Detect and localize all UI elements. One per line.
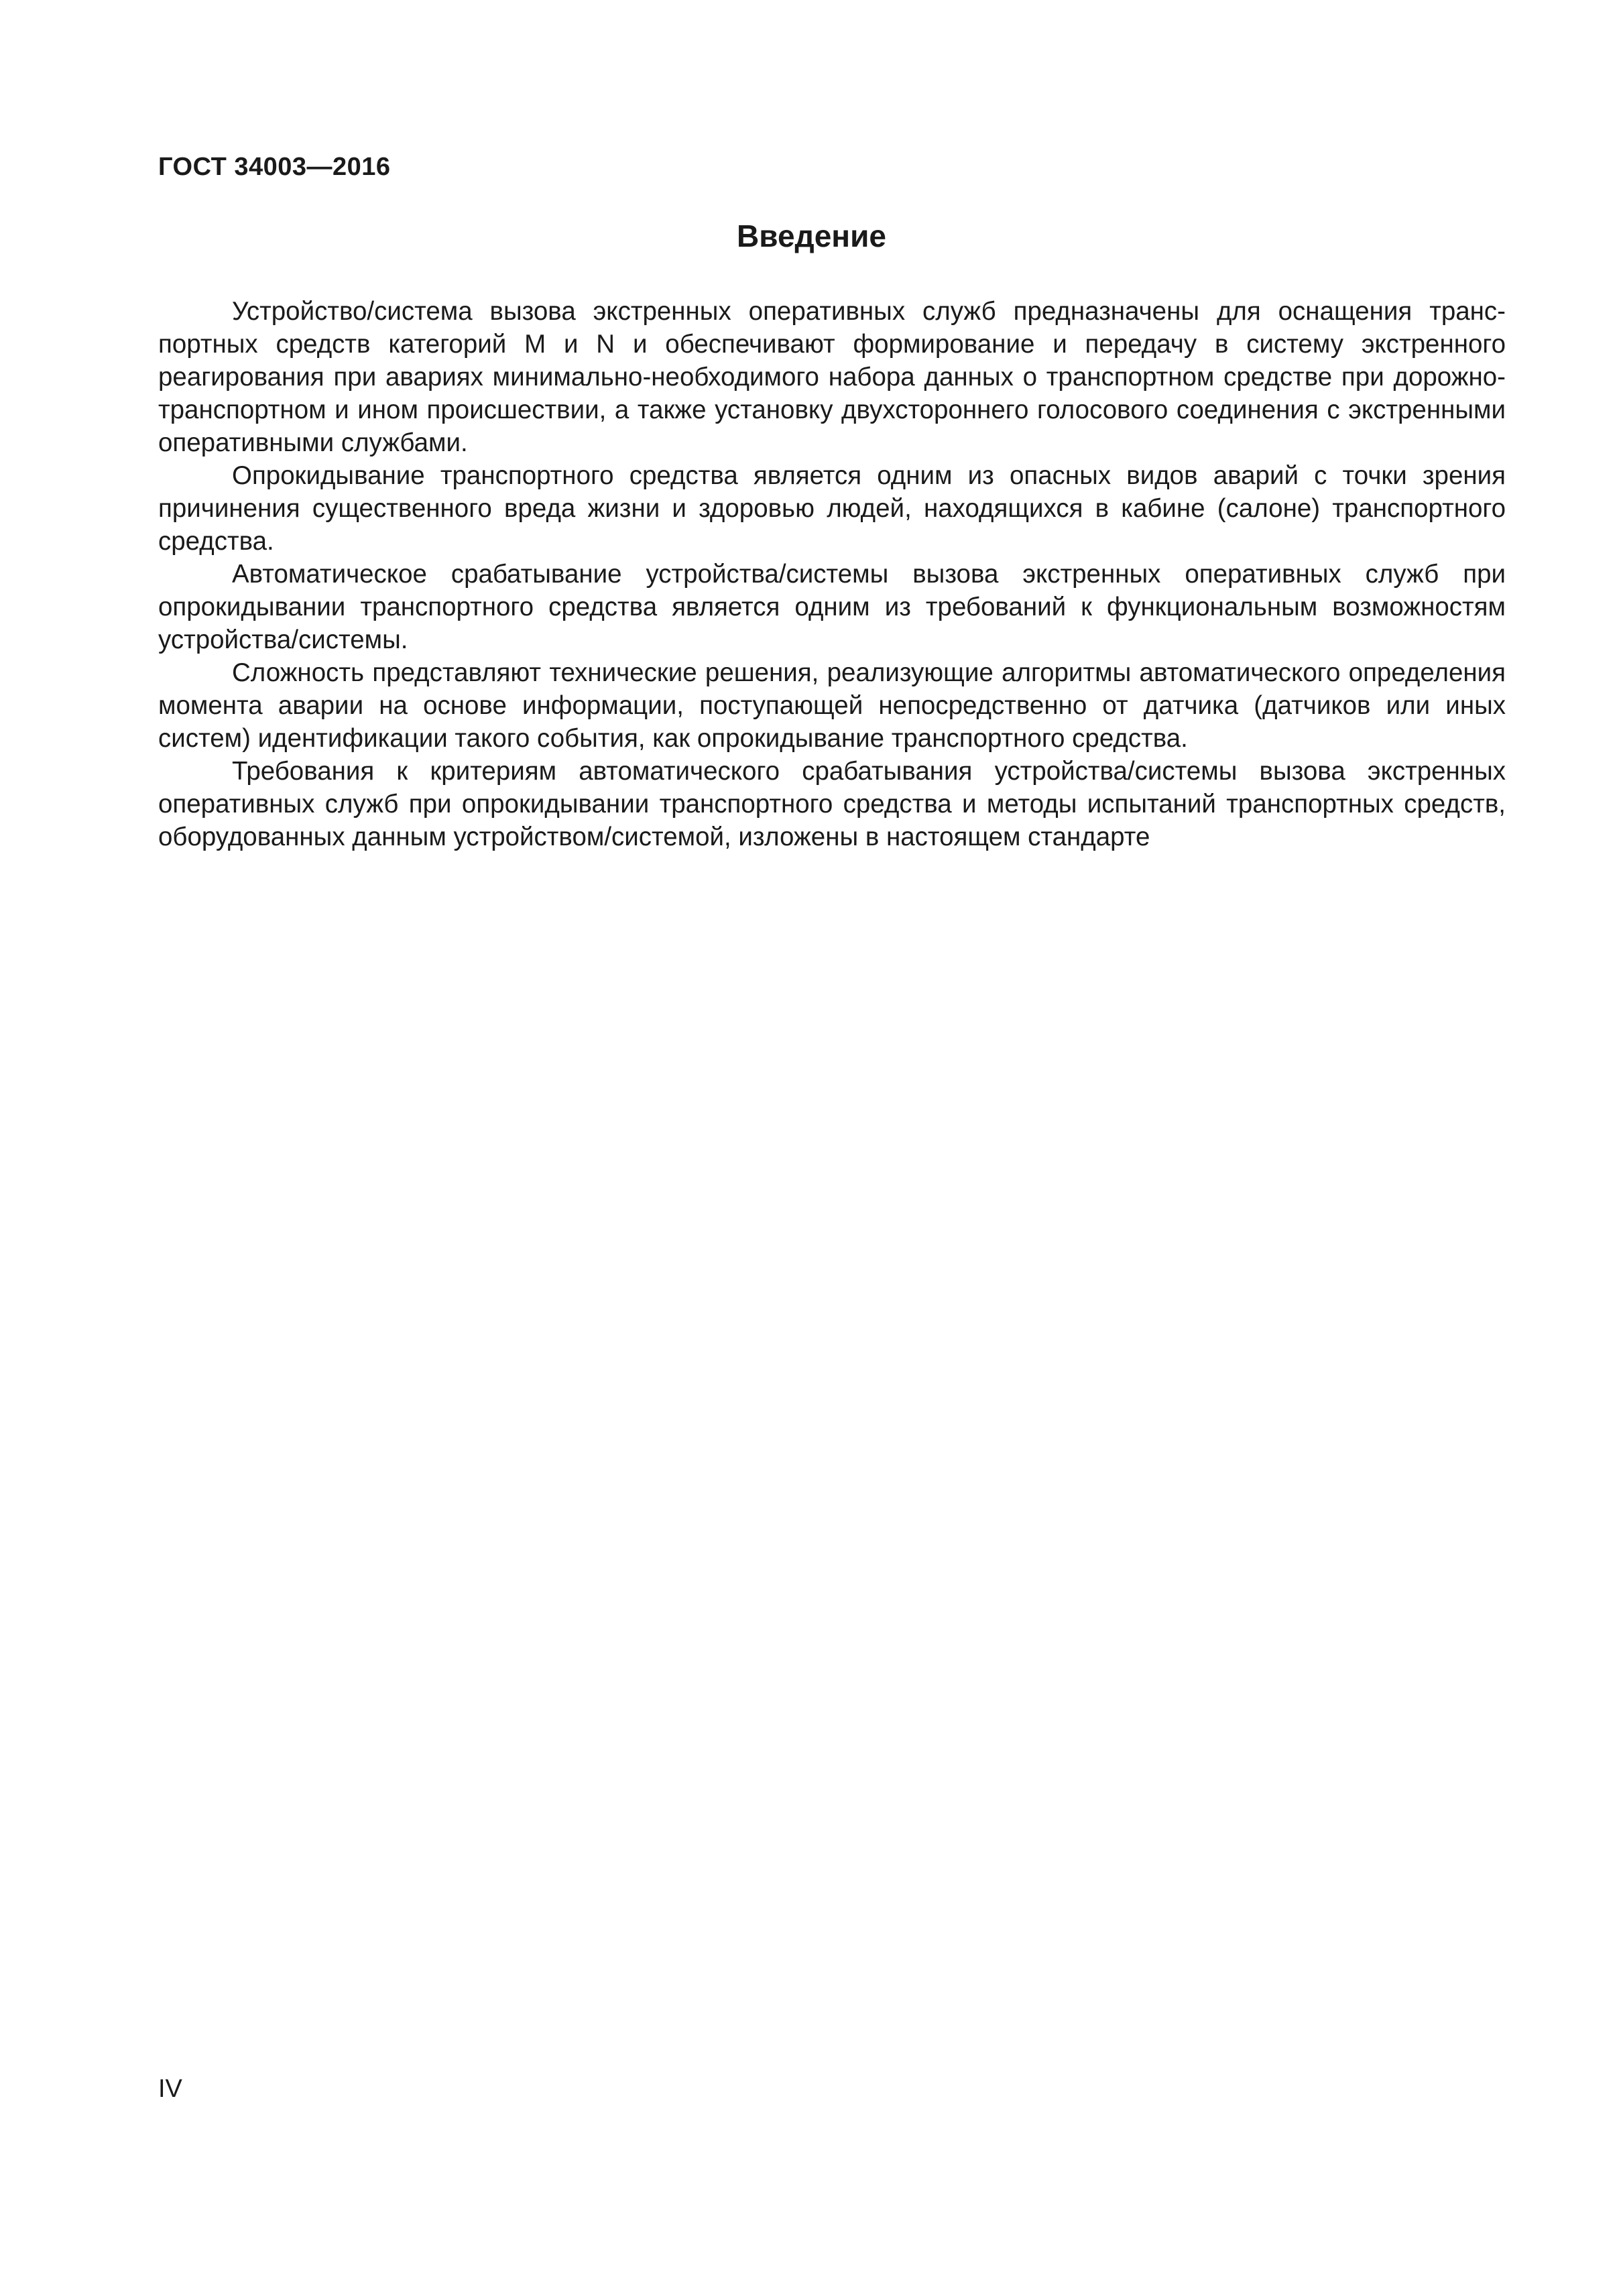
paragraph-4: Сложность представляют технические решения, реализующие алгоритмы автоматического определения момента аварии на основе информации, поступающей непосредственно от датчика (датчиков или иных систем) идентификации такого события, как опрокидывание транспортного средства.	[158, 658, 1506, 753]
document-id-header: ГОСТ 34003—2016	[158, 153, 391, 181]
page-number: IV	[158, 2075, 182, 2103]
paragraph-1: Устройство/система вызова экстренных оперативных служб предназначены для оснащения транспортных средств категорий M и N и обеспечивают формирование и передачу в систему экстренного реагирования при авариях минимально-необходимого набора данных о транспортном средстве при дорожно-транспортном и ином происшествии, а также установку двухстороннего голосового соединения с экстренными оперативными службами.	[158, 297, 1506, 457]
paragraph-3: Автоматическое срабатывание устройства/системы вызова экстренных оперативных служб при опрокидывании транспортного средства является одним из требований к функциональным возможностям устройства/системы.	[158, 560, 1506, 654]
paragraph-2: Опрокидывание транспортного средства является одним из опасных видов аварий с точки зрения причинения существенного вреда жизни и здоровью людей, находящихся в кабине (салоне) транспортного средства.	[158, 461, 1506, 556]
paragraph-5: Требования к критериям автоматического срабатывания устройства/системы вызова экстренных оперативных служб при опрокидывании транспортного средства и методы испытаний транспортных средств, оборудованных данным устройством/системой, изложены в настоящем стандарте	[158, 757, 1506, 851]
section-title: Введение	[737, 219, 886, 253]
body-text	[158, 295, 1506, 853]
